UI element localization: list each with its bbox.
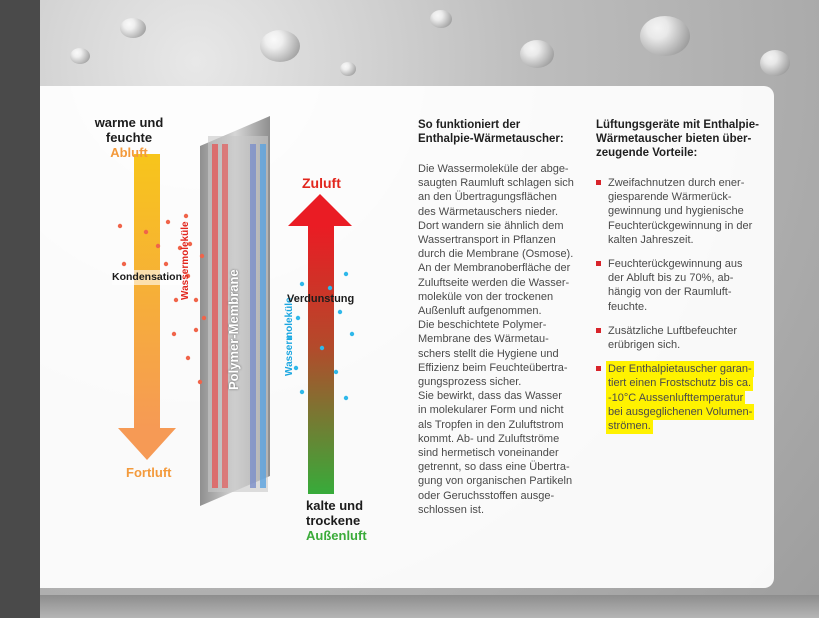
advantage-item [596,176,766,247]
red-square-bullet-icon [596,366,601,371]
how-it-works-line: an den Übertragungsflächen [418,191,557,204]
how-it-works-line: moleküle von der trockenen [418,290,554,303]
advantages-title: Lüftungsgeräte mit Enthalpie- Wärmetauscher bieten über- zeugende Vorteile: [596,119,759,159]
fortluft-label: Fortluft [126,465,172,480]
water-drop [760,50,790,76]
advantage-line: hängig von der Raumluft- [608,286,732,299]
advantage-line: Zweifachnutzen durch ener- [608,177,745,189]
wassermolekuele-blue-label: Wassermoleküle [284,297,295,376]
zuluft-arrow-head [288,194,352,226]
advantage-line: feuchte. [608,300,648,313]
advantage-line: strömen. [608,420,651,433]
advantage-line: Der Enthalpietauscher garan- [608,363,752,376]
advantage-line: Feuchterückgewinnung in der [608,219,753,232]
how-it-works-line: Sie bewirkt, dass das Wasser [418,390,562,403]
how-it-works-line: gungsprozess sicher. [418,376,522,389]
how-it-works-title: So funktioniert der Enthalpie-Wärmetauscher: [418,119,564,145]
left-dark-strip [0,0,40,618]
advantage-line: giesparende Wärmerück- [608,191,732,204]
advantage-line: erübrigen sich. [608,339,681,352]
how-it-works-line: Außenluft aufgenommen. [418,305,542,318]
red-square-bullet-icon [596,180,601,185]
membrane-label: Polymer-Membrane [226,269,241,390]
condensation-molecules [118,214,206,384]
how-it-works-line: schers stellt die Hygiene und [418,347,559,360]
cold-air-label: kalte und trockene Außenluft [306,498,367,543]
zuluft-arrow-shaft [308,226,334,494]
how-it-works-line: in molekularer Form und nicht [418,404,564,417]
how-it-works-text [418,162,590,517]
how-it-works-line: Die beschichtete Polymer- [418,319,547,332]
advantage-line: tiert einen Frostschutz bis ca. [608,377,752,390]
water-drop [520,40,554,68]
advantage-item [596,257,766,314]
how-it-works-line: Dort wandern sie ähnlich dem [418,219,564,232]
advantage-line: gewinnung und hygienische [608,205,744,218]
how-it-works-line: Membrane des Wärmetau- [418,333,549,346]
how-it-works-line: An der Membranoberfläche der [418,262,571,275]
how-it-works-line: getrennt, so dass eine Übertra- [418,461,570,474]
advantage-item [596,324,766,352]
water-drop [260,30,300,62]
aussenluft-label: Außenluft [306,528,367,543]
red-square-bullet-icon [596,261,601,266]
bottom-band [40,595,819,618]
advantage-line: der Abluft bis zu 70%, ab- [608,272,734,285]
warm-air-label: warme und feuchte Abluft [94,115,164,160]
how-it-works-line: Wassertransport in Pflanzen [418,234,556,247]
water-drop [340,62,356,76]
advantage-line: Feuchterückgewinnung aus [608,258,743,271]
wassermolekuele-red-label: Wassermoleküle [180,221,191,300]
abluft-arrow-head [118,428,176,460]
how-it-works-line: sind hermetisch voneinander [418,447,559,460]
advantage-line: kalten Jahreszeit. [608,233,694,246]
how-it-works-line: Zuluftseite werden die Wasser- [418,276,570,289]
advantages-list [596,176,766,443]
water-drop [430,10,452,28]
water-drop [640,16,690,56]
how-it-works-line: Die Wassermoleküle der abge- [418,163,569,175]
how-it-works-line: oder Geruchsstoffen ausge- [418,489,555,502]
kondensation-label: Kondensation [112,271,182,283]
how-it-works-line: als Tropfen in den Zuluftstrom [418,418,564,431]
advantage-line: -10°C Aussenlufttemperatur [608,391,744,404]
advantage-line: Zusätzliche Luftbefeuchter [608,324,738,337]
verdunstung-label: Verdunstung [287,293,355,305]
how-it-works-line: des Wärmetauschers nieder. [418,205,559,218]
how-it-works-line: kommt. Ab- und Zuluftströme [418,432,560,445]
red-square-bullet-icon [596,328,601,333]
how-it-works-line: schlossen ist. [418,503,485,516]
advantage-line: bei ausgeglichenen Volumen- [608,405,753,418]
how-it-works-line: gung von organischen Partikeln [418,475,573,488]
how-it-works-line: durch die Membrane (Osmose). [418,248,574,261]
water-drop [120,18,146,38]
how-it-works-line: Effizienz beim Feuchteübertra- [418,361,568,374]
how-it-works-line: saugten Raumluft schlagen sich [418,177,574,190]
water-drop [70,48,90,64]
abluft-label: Abluft [110,145,148,160]
advantage-item [596,362,766,433]
abluft-arrow-shaft [134,154,160,428]
zuluft-label: Zuluft [302,175,341,191]
